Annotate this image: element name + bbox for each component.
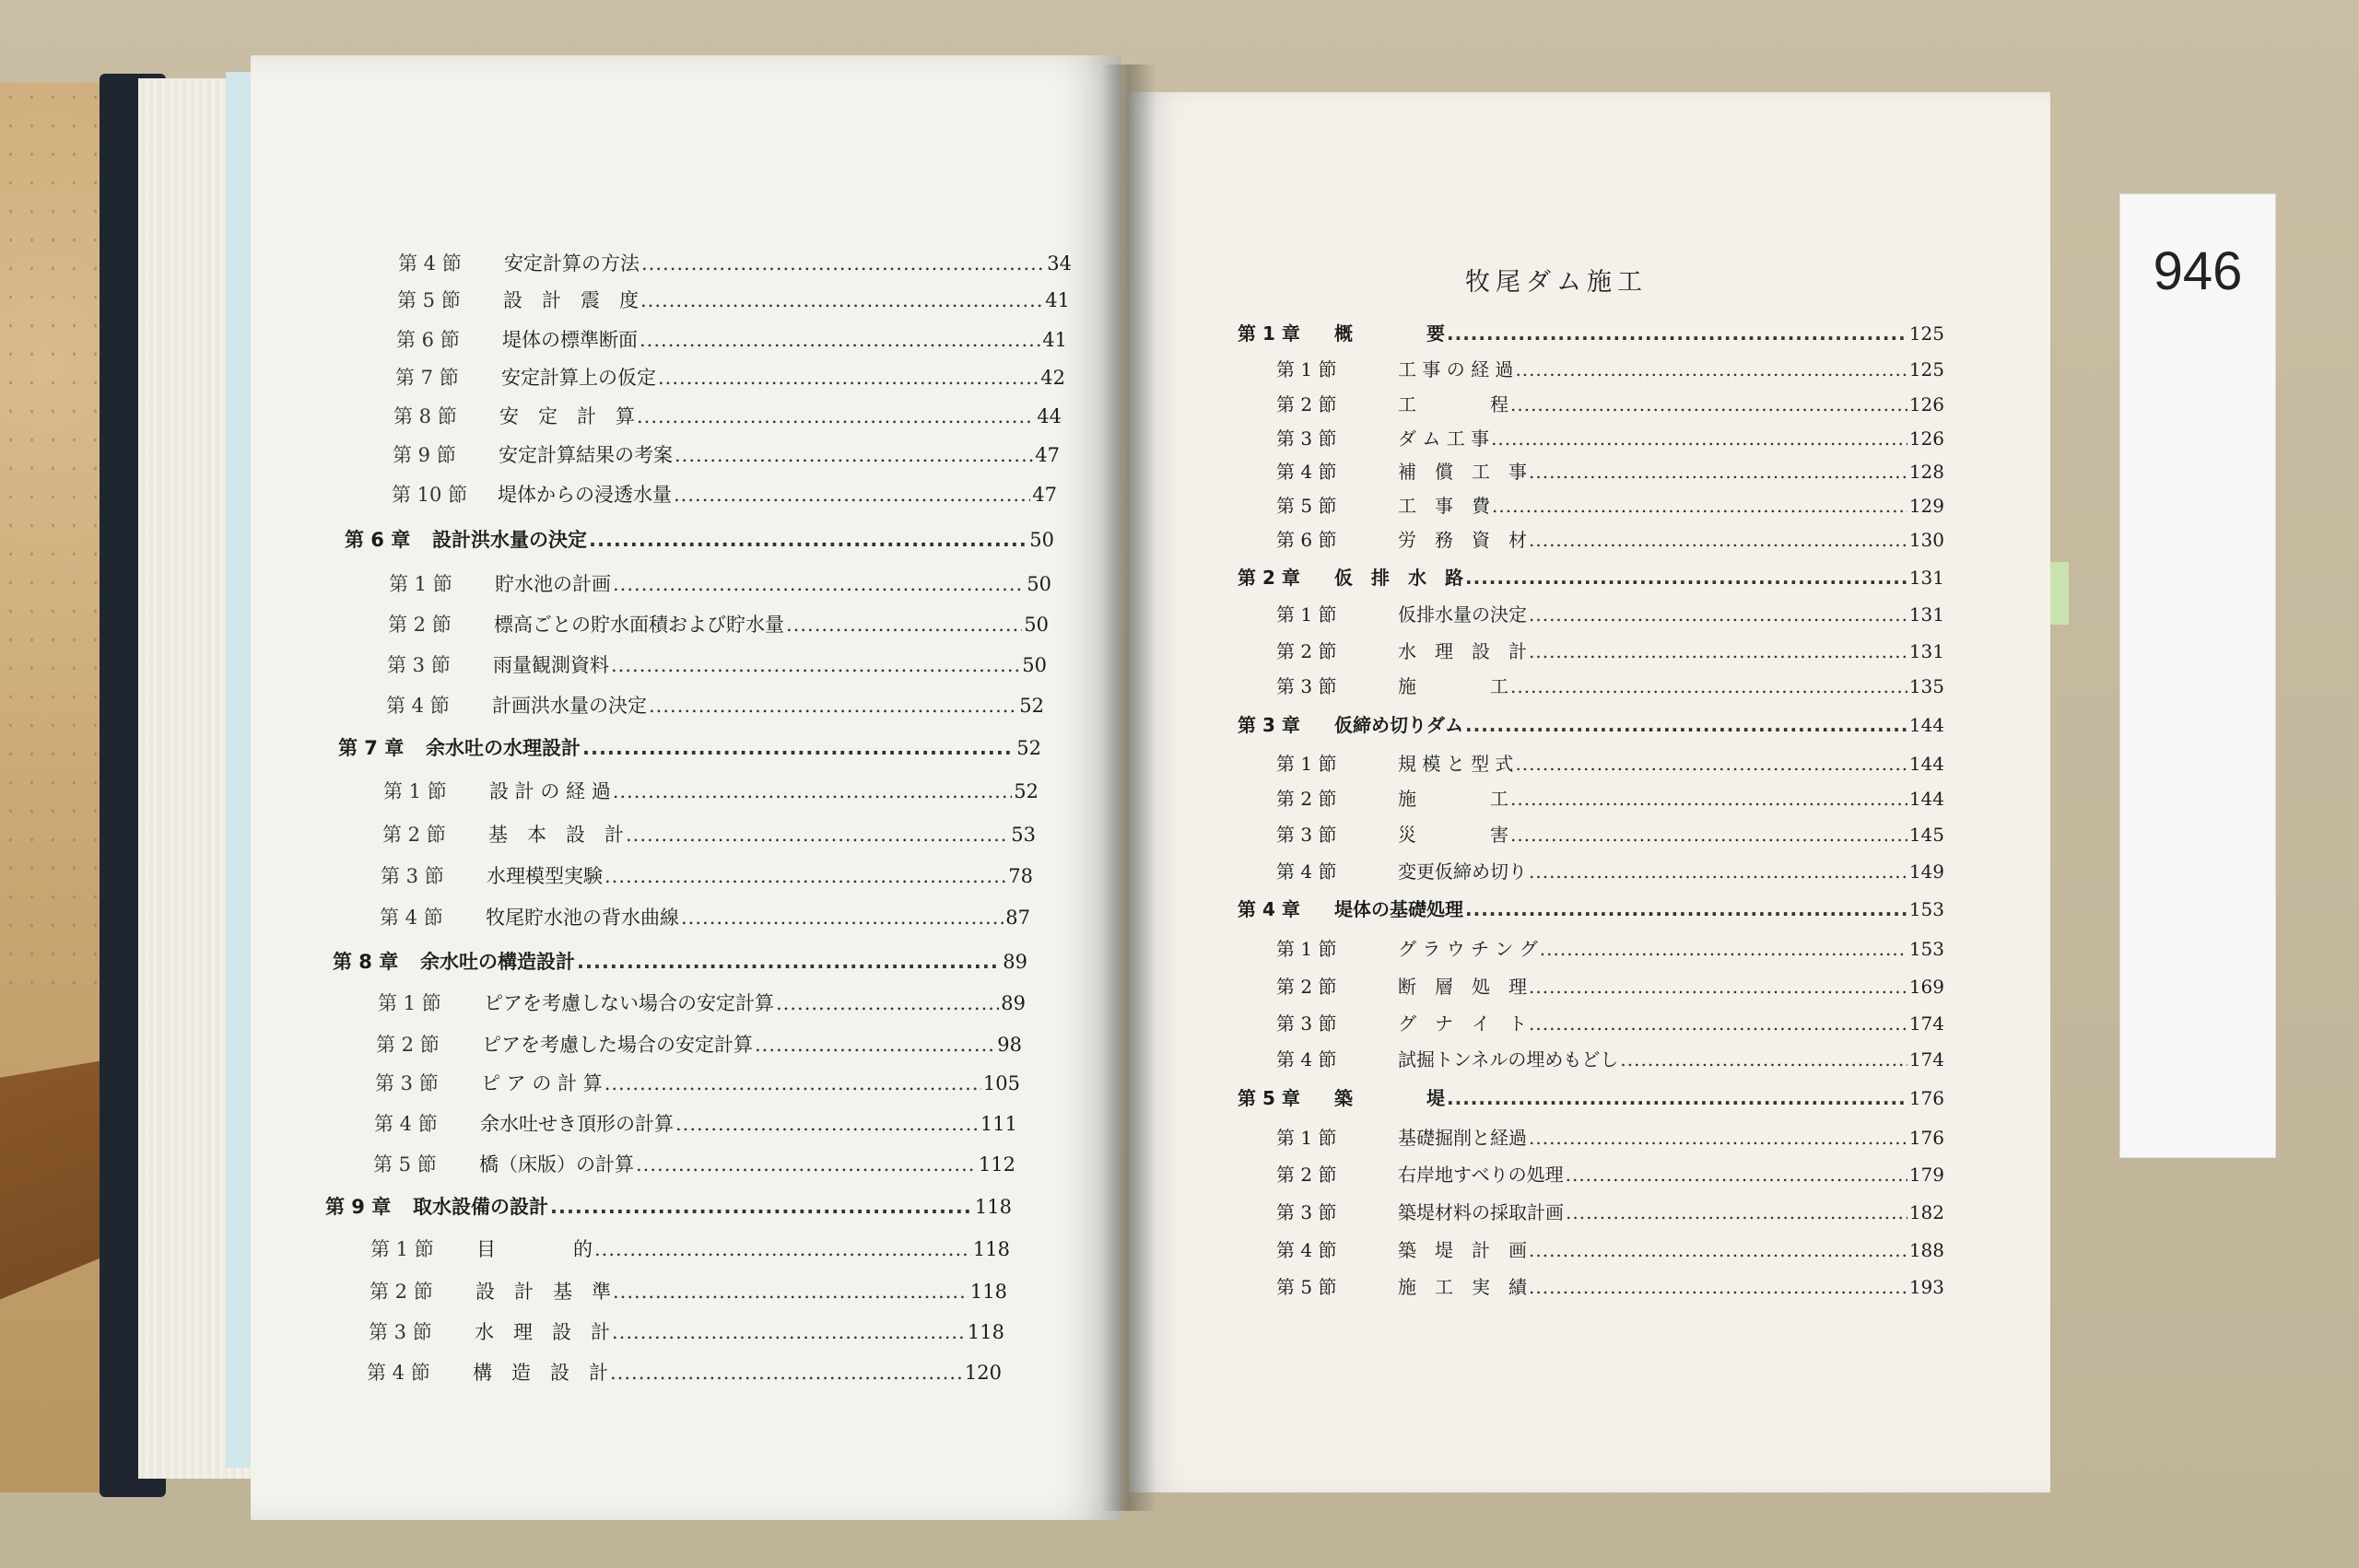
toc-entry-page: 176 bbox=[1908, 1127, 1944, 1149]
toc-entry-title: 施 工 bbox=[1398, 788, 1508, 810]
toc-section-row bbox=[373, 1150, 1015, 1177]
toc-section-row bbox=[392, 480, 1057, 508]
right-page bbox=[1129, 92, 2050, 1492]
toc-entry-title: 設計洪水量の決定 bbox=[432, 529, 587, 551]
toc-section-row bbox=[1276, 857, 1944, 883]
toc-entry-label: 第 2 節 bbox=[1276, 976, 1337, 998]
toc-entry-label: 第 5 節 bbox=[373, 1153, 437, 1176]
toc-leader-dots bbox=[1529, 860, 1907, 883]
catalog-sticker bbox=[2119, 193, 2276, 1158]
toc-section-row bbox=[386, 691, 1044, 719]
toc-leader-dots bbox=[641, 252, 1045, 275]
toc-section-row bbox=[1276, 457, 1944, 484]
toc-entry-page: 193 bbox=[1908, 1276, 1944, 1298]
toc-entry-page: 176 bbox=[1908, 1087, 1944, 1109]
toc-entry-title: 堤体からの浸透水量 bbox=[498, 484, 672, 506]
toc-entry-page: 47 bbox=[1035, 444, 1060, 466]
toc-leader-dots bbox=[1515, 358, 1907, 380]
toc-section-row bbox=[380, 903, 1030, 930]
toc-entry-title: 計画洪水量の決定 bbox=[492, 695, 647, 717]
toc-section-row bbox=[1276, 390, 1944, 416]
toc-entry-label: 第 4 節 bbox=[367, 1362, 430, 1384]
toc-entry-page: 125 bbox=[1908, 322, 1944, 345]
toc-leader-dots bbox=[626, 824, 1009, 846]
toc-leader-dots bbox=[640, 289, 1043, 311]
toc-entry-page: 120 bbox=[964, 1362, 1002, 1384]
toc-leader-dots bbox=[637, 405, 1035, 427]
toc-entry-page: 169 bbox=[1908, 976, 1944, 998]
toc-section-row bbox=[1276, 1160, 1944, 1187]
toc-entry-page: 153 bbox=[1908, 898, 1944, 920]
toc-entry-title: 補 償 工 事 bbox=[1398, 461, 1527, 483]
toc-entry-label: 第 2 節 bbox=[382, 824, 446, 846]
toc-entry-title: 水 理 設 計 bbox=[1398, 640, 1527, 662]
toc-chapter-row bbox=[345, 525, 1054, 553]
toc-section-row bbox=[395, 363, 1065, 391]
toc-entry-label: 第 1 節 bbox=[383, 780, 447, 802]
toc-entry-page: 131 bbox=[1908, 603, 1944, 626]
toc-entry-title: ピアを考慮しない場合の安定計算 bbox=[484, 992, 774, 1014]
toc-section-row bbox=[393, 440, 1060, 468]
toc-entry-title: グ ナ イ ト bbox=[1398, 1012, 1527, 1035]
toc-entry-label: 第 1 節 bbox=[1276, 603, 1337, 626]
toc-entry-title: 施 工 bbox=[1398, 675, 1508, 697]
toc-leader-dots bbox=[1465, 898, 1907, 920]
toc-entry-title: 基 本 設 計 bbox=[488, 824, 624, 846]
toc-entry-label: 第 3 節 bbox=[1276, 1201, 1337, 1223]
toc-section-row bbox=[1276, 637, 1944, 663]
toc-leader-dots bbox=[636, 1153, 977, 1176]
toc-entry-title: 仮排水量の決定 bbox=[1398, 603, 1527, 626]
toc-entry-title: 築 堤 bbox=[1334, 1087, 1445, 1109]
toc-entry-title: 安定計算上の仮定 bbox=[501, 367, 656, 389]
toc-entry-page: 118 bbox=[974, 1196, 1012, 1218]
toc-entry-title: 試掘トンネルの埋めもどし bbox=[1398, 1048, 1619, 1071]
toc-leader-dots bbox=[681, 907, 1003, 929]
toc-section-row bbox=[374, 1109, 1017, 1137]
toc-section-row bbox=[398, 249, 1072, 276]
toc-entry-page: 53 bbox=[1011, 824, 1036, 846]
toc-chapter-row bbox=[333, 947, 1027, 975]
toc-entry-title: 築堤材料の採取計画 bbox=[1398, 1201, 1564, 1223]
toc-section-row bbox=[1276, 600, 1944, 626]
toc-entry-title: 基礎掘削と経過 bbox=[1398, 1127, 1527, 1149]
toc-leader-dots bbox=[640, 329, 1040, 351]
toc-section-row bbox=[1276, 491, 1944, 518]
toc-entry-label: 第 9 章 bbox=[325, 1196, 392, 1218]
toc-entry-page: 47 bbox=[1032, 484, 1057, 506]
toc-entry-page: 188 bbox=[1908, 1239, 1944, 1261]
toc-entry-page: 129 bbox=[1908, 495, 1944, 517]
toc-leader-dots bbox=[1540, 938, 1907, 960]
toc-entry-page: 52 bbox=[1016, 737, 1041, 759]
toc-entry-label: 第 1 節 bbox=[1276, 938, 1337, 960]
toc-entry-page: 131 bbox=[1908, 640, 1944, 662]
toc-entry-page: 52 bbox=[1014, 780, 1039, 802]
toc-entry-page: 135 bbox=[1908, 675, 1944, 697]
toc-entry-title: 施 工 実 績 bbox=[1398, 1276, 1527, 1298]
toc-entry-label: 第 3 章 bbox=[1238, 714, 1300, 736]
toc-entry-title: 余水吐の水理設計 bbox=[426, 737, 581, 759]
toc-entry-label: 第 4 節 bbox=[1276, 461, 1337, 483]
toc-leader-dots bbox=[1447, 322, 1907, 345]
toc-entry-label: 第 4 節 bbox=[374, 1113, 438, 1135]
toc-entry-page: 144 bbox=[1908, 788, 1944, 810]
toc-leader-dots bbox=[1491, 427, 1907, 450]
toc-entry-title: 概 要 bbox=[1334, 322, 1445, 345]
toc-entry-label: 第 3 節 bbox=[369, 1321, 432, 1343]
toc-entry-page: 179 bbox=[1908, 1164, 1944, 1186]
toc-leader-dots bbox=[1529, 1239, 1907, 1261]
bookmark-tab bbox=[2050, 562, 2069, 625]
toc-chapter-row bbox=[338, 733, 1041, 761]
toc-chapter-row bbox=[1238, 710, 1944, 737]
toc-entry-title: ピ ア の 計 算 bbox=[481, 1072, 603, 1094]
toc-entry-title: 標高ごとの貯水面積および貯水量 bbox=[494, 614, 784, 636]
toc-entry-page: 153 bbox=[1908, 938, 1944, 960]
toc-leader-dots bbox=[610, 1362, 963, 1384]
toc-leader-dots bbox=[786, 614, 1022, 636]
toc-entry-title: 設 計 震 度 bbox=[503, 289, 639, 311]
toc-entry-page: 144 bbox=[1908, 753, 1944, 775]
toc-entry-label: 第 3 節 bbox=[1276, 427, 1337, 450]
toc-entry-title: 安 定 計 算 bbox=[499, 405, 635, 427]
toc-entry-page: 128 bbox=[1908, 461, 1944, 483]
toc-entry-page: 42 bbox=[1040, 367, 1065, 389]
toc-section-row bbox=[1276, 934, 1944, 961]
toc-leader-dots bbox=[1510, 788, 1907, 810]
toc-entry-page: 105 bbox=[982, 1072, 1020, 1094]
toc-leader-dots bbox=[1492, 495, 1907, 517]
toc-leader-dots bbox=[1447, 1087, 1907, 1109]
toc-entry-label: 第 2 節 bbox=[1276, 393, 1337, 415]
toc-leader-dots bbox=[1529, 640, 1907, 662]
toc-entry-label: 第 4 節 bbox=[380, 907, 443, 929]
toc-section-row bbox=[1276, 1009, 1944, 1036]
toc-leader-dots bbox=[550, 1196, 973, 1218]
toc-section-row bbox=[381, 861, 1033, 889]
page-stack-tinted bbox=[226, 72, 253, 1468]
toc-leader-dots bbox=[1465, 714, 1907, 736]
toc-entry-title: 右岸地すべりの処理 bbox=[1398, 1164, 1564, 1186]
toc-entry-page: 50 bbox=[1027, 573, 1051, 595]
toc-entry-page: 125 bbox=[1908, 358, 1944, 380]
toc-leader-dots bbox=[613, 1281, 968, 1303]
toc-section-row bbox=[1276, 1123, 1944, 1150]
toc-leader-dots bbox=[1510, 393, 1907, 415]
toc-entry-page: 174 bbox=[1908, 1048, 1944, 1071]
toc-entry-page: 112 bbox=[978, 1153, 1015, 1176]
toc-leader-dots bbox=[755, 1034, 995, 1056]
toc-leader-dots bbox=[1566, 1201, 1907, 1223]
toc-entry-title: 水理模型実験 bbox=[487, 865, 603, 887]
toc-entry-label: 第 3 節 bbox=[1276, 675, 1337, 697]
toc-leader-dots bbox=[594, 1238, 971, 1260]
toc-entry-label: 第 5 章 bbox=[1238, 1087, 1300, 1109]
toc-entry-title: 設 計 の 経 過 bbox=[489, 780, 611, 802]
toc-entry-title: 工 事 費 bbox=[1398, 495, 1490, 517]
toc-section-row bbox=[367, 1358, 1002, 1386]
toc-leader-dots bbox=[1529, 1127, 1907, 1149]
toc-entry-label: 第 5 節 bbox=[1276, 495, 1337, 517]
toc-chapter-row bbox=[325, 1192, 1012, 1220]
toc-entry-title: 橋（床版）の計算 bbox=[479, 1153, 634, 1176]
toc-leader-dots bbox=[649, 695, 1017, 717]
toc-leader-dots bbox=[604, 865, 1006, 887]
toc-entry-page: 126 bbox=[1908, 427, 1944, 450]
toc-entry-page: 87 bbox=[1005, 907, 1030, 929]
toc-entry-page: 89 bbox=[1001, 992, 1026, 1014]
toc-entry-label: 第 2 節 bbox=[1276, 1164, 1337, 1186]
toc-leader-dots bbox=[612, 1321, 966, 1343]
toc-leader-dots bbox=[1529, 976, 1907, 998]
toc-entry-label: 第 4 節 bbox=[1276, 1048, 1337, 1071]
toc-leader-dots bbox=[1510, 675, 1907, 697]
toc-leader-dots bbox=[1566, 1164, 1907, 1186]
toc-section-row bbox=[1276, 1198, 1944, 1224]
toc-leader-dots bbox=[1529, 461, 1907, 483]
toc-entry-page: 131 bbox=[1908, 567, 1944, 589]
toc-chapter-row bbox=[1238, 563, 1944, 590]
toc-entry-page: 78 bbox=[1008, 865, 1033, 887]
toc-entry-page: 89 bbox=[1003, 951, 1027, 973]
toc-section-row bbox=[378, 989, 1026, 1016]
toc-entry-label: 第 8 節 bbox=[393, 405, 457, 427]
toc-section-row bbox=[1276, 1235, 1944, 1262]
toc-entry-page: 41 bbox=[1045, 289, 1070, 311]
toc-leader-dots bbox=[675, 444, 1033, 466]
toc-entry-page: 182 bbox=[1908, 1201, 1944, 1223]
toc-section-row bbox=[369, 1317, 1004, 1345]
toc-entry-label: 第 2 節 bbox=[376, 1034, 440, 1056]
toc-entry-title: 労 務 資 材 bbox=[1398, 529, 1527, 551]
toc-leader-dots bbox=[1515, 753, 1907, 775]
toc-entry-label: 第 3 節 bbox=[375, 1072, 439, 1094]
toc-entry-label: 第 1 節 bbox=[1276, 1127, 1337, 1149]
toc-entry-page: 41 bbox=[1042, 329, 1067, 351]
toc-section-row bbox=[1276, 355, 1944, 381]
toc-section-row bbox=[388, 610, 1049, 638]
toc-entry-page: 174 bbox=[1908, 1012, 1944, 1035]
toc-section-row bbox=[382, 820, 1036, 848]
toc-entry-title: グ ラ ウ チ ン グ bbox=[1398, 938, 1538, 960]
toc-entry-title: 余水吐の構造設計 bbox=[420, 951, 575, 973]
toc-entry-title: 安定計算結果の考案 bbox=[499, 444, 673, 466]
toc-entry-title: 堤体の標準断面 bbox=[502, 329, 638, 351]
toc-leader-dots bbox=[613, 573, 1025, 595]
toc-leader-dots bbox=[675, 1113, 979, 1135]
toc-entry-title: 仮 排 水 路 bbox=[1334, 567, 1463, 589]
toc-entry-title: 貯水池の計画 bbox=[495, 573, 611, 595]
toc-section-row bbox=[1276, 1272, 1944, 1299]
toc-leader-dots bbox=[1529, 603, 1907, 626]
toc-entry-label: 第 4 節 bbox=[1276, 860, 1337, 883]
toc-entry-label: 第 4 章 bbox=[1238, 898, 1300, 920]
toc-entry-label: 第 2 章 bbox=[1238, 567, 1300, 589]
toc-entry-label: 第 5 節 bbox=[1276, 1276, 1337, 1298]
toc-entry-title: 堤体の基礎処理 bbox=[1334, 898, 1463, 920]
toc-entry-title: 牧尾貯水池の背水曲線 bbox=[486, 907, 679, 929]
toc-entry-title: 安定計算の方法 bbox=[504, 252, 640, 275]
toc-entry-page: 118 bbox=[972, 1238, 1010, 1260]
toc-section-row bbox=[1276, 784, 1944, 811]
toc-entry-label: 第 4 節 bbox=[386, 695, 450, 717]
toc-entry-label: 第 1 節 bbox=[378, 992, 441, 1014]
toc-entry-page: 118 bbox=[967, 1321, 1004, 1343]
toc-leader-dots bbox=[1529, 1276, 1907, 1298]
toc-entry-label: 第 3 節 bbox=[1276, 824, 1337, 846]
toc-entry-title: 仮締め切りダム bbox=[1334, 714, 1463, 736]
toc-leader-dots bbox=[604, 1072, 981, 1094]
toc-entry-title: 断 層 処 理 bbox=[1398, 976, 1527, 998]
toc-entry-page: 52 bbox=[1019, 695, 1044, 717]
toc-entry-label: 第 4 節 bbox=[398, 252, 462, 275]
toc-leader-dots bbox=[658, 367, 1039, 389]
catalog-number: 946 bbox=[2153, 241, 2243, 301]
toc-entry-title: 取水設備の設計 bbox=[413, 1196, 548, 1218]
toc-leader-dots bbox=[776, 992, 999, 1014]
toc-entry-title: 変更仮締め切り bbox=[1398, 860, 1527, 883]
toc-leader-dots bbox=[1510, 824, 1907, 846]
toc-entry-label: 第 1 節 bbox=[1276, 358, 1337, 380]
toc-section-row bbox=[370, 1235, 1010, 1262]
toc-entry-page: 126 bbox=[1908, 393, 1944, 415]
toc-leader-dots bbox=[1465, 567, 1907, 589]
book-gutter bbox=[1101, 64, 1156, 1511]
toc-section-row bbox=[1276, 1045, 1944, 1071]
toc-entry-label: 第 1 節 bbox=[1276, 753, 1337, 775]
toc-entry-label: 第 3 節 bbox=[381, 865, 444, 887]
toc-entry-page: 149 bbox=[1908, 860, 1944, 883]
toc-entry-label: 第 2 節 bbox=[1276, 640, 1337, 662]
toc-entry-label: 第 9 節 bbox=[393, 444, 456, 466]
toc-entry-label: 第 2 節 bbox=[388, 614, 452, 636]
toc-section-row bbox=[389, 569, 1051, 597]
toc-section-row bbox=[387, 650, 1047, 678]
toc-entry-title: 工 事 の 経 過 bbox=[1398, 358, 1514, 380]
toc-section-row bbox=[1276, 672, 1944, 698]
toc-entry-title: 設 計 基 準 bbox=[475, 1281, 611, 1303]
toc-chapter-row bbox=[1238, 319, 1944, 345]
toc-leader-dots bbox=[1529, 529, 1907, 551]
toc-entry-page: 98 bbox=[997, 1034, 1022, 1056]
toc-section-row bbox=[396, 325, 1067, 353]
toc-entry-title: 工 程 bbox=[1398, 393, 1508, 415]
toc-entry-label: 第 5 節 bbox=[397, 289, 461, 311]
toc-entry-label: 第 1 章 bbox=[1238, 322, 1300, 345]
toc-entry-title: 築 堤 計 画 bbox=[1398, 1239, 1527, 1261]
toc-entry-label: 第 4 節 bbox=[1276, 1239, 1337, 1261]
toc-entry-page: 130 bbox=[1908, 529, 1944, 551]
toc-entry-label: 第 1 節 bbox=[389, 573, 452, 595]
toc-entry-label: 第 2 節 bbox=[370, 1281, 433, 1303]
toc-entry-page: 50 bbox=[1022, 654, 1047, 676]
toc-entry-label: 第 8 章 bbox=[333, 951, 399, 973]
toc-entry-label: 第 10 節 bbox=[392, 484, 468, 506]
toc-leader-dots bbox=[1620, 1048, 1907, 1071]
toc-entry-label: 第 3 節 bbox=[1276, 1012, 1337, 1035]
toc-section-row bbox=[1276, 424, 1944, 451]
left-page bbox=[251, 55, 1121, 1520]
toc-entry-label: 第 3 節 bbox=[387, 654, 451, 676]
toc-entry-title: 災 害 bbox=[1398, 824, 1508, 846]
toc-section-row bbox=[1276, 525, 1944, 552]
toc-section-row bbox=[383, 777, 1039, 804]
toc-entry-title: 規 模 と 型 式 bbox=[1398, 753, 1514, 775]
toc-entry-title: ダ ム 工 事 bbox=[1398, 427, 1490, 450]
toc-leader-dots bbox=[611, 654, 1020, 676]
toc-entry-title: 目 的 bbox=[476, 1238, 593, 1260]
toc-entry-label: 第 6 章 bbox=[345, 529, 411, 551]
toc-section-row bbox=[1276, 972, 1944, 999]
toc-entry-title: 水 理 設 計 bbox=[475, 1321, 610, 1343]
toc-entry-page: 111 bbox=[980, 1113, 1017, 1135]
toc-entry-label: 第 1 節 bbox=[370, 1238, 434, 1260]
toc-entry-label: 第 7 章 bbox=[338, 737, 405, 759]
toc-entry-title: 雨量観測資料 bbox=[493, 654, 609, 676]
toc-chapter-row bbox=[1238, 1083, 1944, 1110]
toc-leader-dots bbox=[674, 484, 1030, 506]
toc-chapter-row bbox=[1238, 895, 1944, 921]
toc-section-row bbox=[397, 286, 1070, 313]
toc-leader-dots bbox=[589, 529, 1027, 551]
toc-entry-page: 44 bbox=[1037, 405, 1062, 427]
toc-leader-dots bbox=[613, 780, 1013, 802]
toc-entry-page: 50 bbox=[1024, 614, 1049, 636]
toc-leader-dots bbox=[1529, 1012, 1907, 1035]
toc-section-row bbox=[370, 1277, 1007, 1305]
toc-entry-title: ピアを考慮した場合の安定計算 bbox=[482, 1034, 753, 1056]
toc-leader-dots bbox=[577, 951, 1001, 973]
toc-entry-label: 第 7 節 bbox=[395, 367, 459, 389]
toc-entry-page: 145 bbox=[1908, 824, 1944, 846]
toc-leader-dots bbox=[582, 737, 1015, 759]
toc-entry-label: 第 6 節 bbox=[1276, 529, 1337, 551]
toc-section-row bbox=[375, 1069, 1020, 1096]
toc-section-row bbox=[393, 402, 1062, 429]
toc-entry-page: 50 bbox=[1029, 529, 1054, 551]
toc-section-row bbox=[376, 1030, 1022, 1058]
toc-entry-title: 構 造 設 計 bbox=[473, 1362, 608, 1384]
toc-entry-page: 118 bbox=[969, 1281, 1007, 1303]
toc-section-row bbox=[1276, 749, 1944, 776]
right-page-title: 牧尾ダム施工 bbox=[1465, 268, 1648, 297]
toc-entry-label: 第 2 節 bbox=[1276, 788, 1337, 810]
toc-entry-label: 第 6 節 bbox=[396, 329, 460, 351]
toc-entry-page: 144 bbox=[1908, 714, 1944, 736]
toc-entry-title: 余水吐せき頂形の計算 bbox=[480, 1113, 674, 1135]
toc-section-row bbox=[1276, 820, 1944, 847]
toc-entry-page: 34 bbox=[1047, 252, 1072, 275]
